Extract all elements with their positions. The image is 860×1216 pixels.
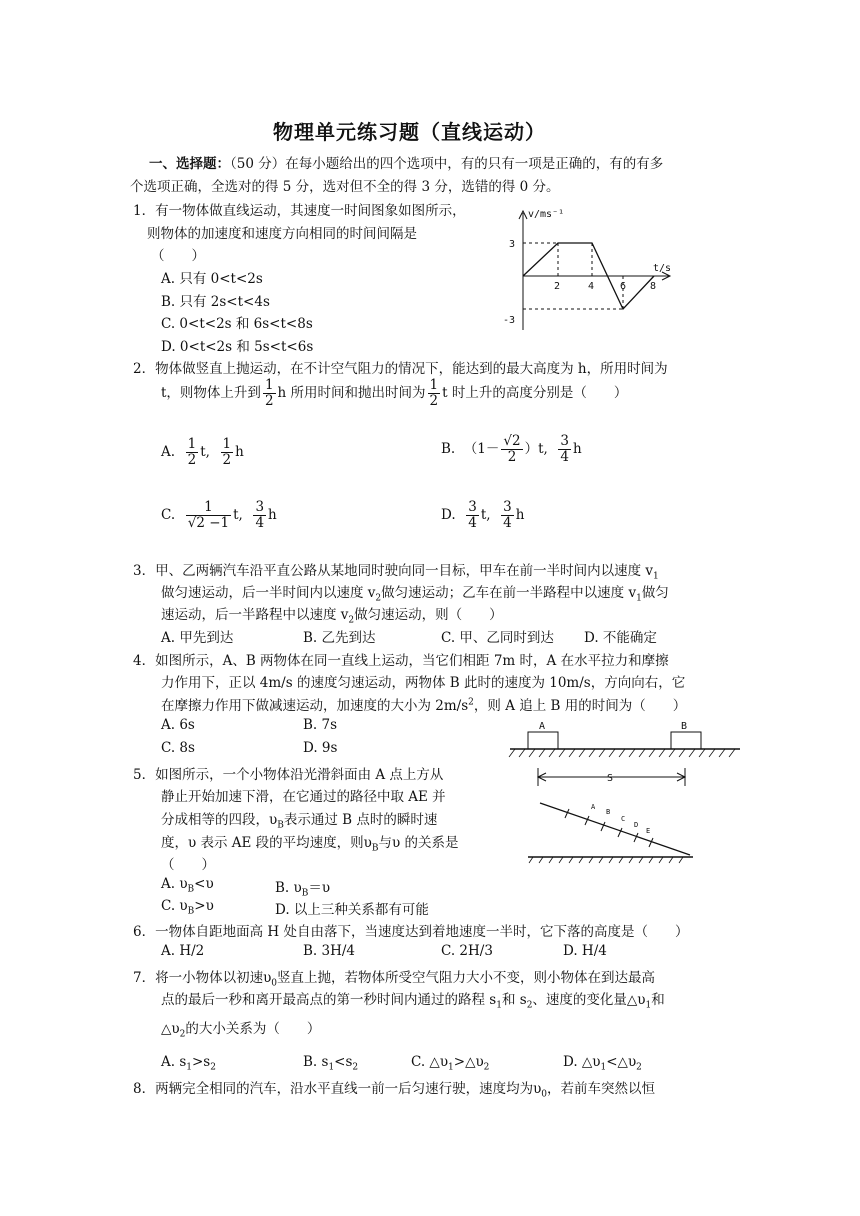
tick-y-3: 3 — [509, 239, 516, 250]
q3-option-c: C. 甲、乙同时到达 — [441, 630, 554, 646]
tick-x-6: 6 — [620, 281, 627, 292]
q7-line3: $\triangle\upsilon_2$的大小关系为（ ） — [161, 1021, 321, 1040]
label-a: A — [539, 721, 546, 732]
q6-option-c: C. 2H/3 — [441, 943, 493, 959]
page-title: 物理单元练习题（直线运动） — [273, 120, 546, 144]
q1-option-b: B. 只有 2s<t<4s — [161, 294, 270, 310]
q1-line1: 1．有一物体做直线运动，其速度一时间图象如图所示， — [133, 203, 466, 219]
q1-option-c: C. 0<t<2s 和 6s<t<8s — [161, 316, 313, 332]
q4-option-c: C. 8s — [161, 740, 195, 756]
q4-option-b: B. 7s — [303, 717, 338, 733]
label-e: E — [646, 827, 651, 835]
tick-y-neg3: -3 — [503, 315, 516, 326]
mark-c — [618, 828, 622, 837]
q7-option-b: B. $s_1<s_2$ — [303, 1054, 359, 1073]
q8-line1: 8．两辆完全相同的汽车，沿水平直线一前一后匀速行驶，速度均为$\upsilon_0$，若前车突然以恒 — [133, 1081, 656, 1100]
q5-line1: 5．如图所示，一个小物体沿光滑斜面由 A 点上方从 — [133, 767, 444, 783]
q3-option-d: D. 不能确定 — [584, 630, 657, 646]
q5-option-d: D. 以上三种关系都有可能 — [275, 902, 429, 918]
label-b: B — [681, 721, 688, 732]
q6-line1: 6．一物体自距地面高 H 处自由落下，当速度达到着地速度一半时，它下落的高度是（ ） — [133, 924, 689, 940]
q3-line3: 速运动，后一半路程中以速度 $v_2$做匀速运动，则（ ） — [161, 607, 503, 626]
two-block-figure — [505, 716, 745, 794]
fraction-half: $\frac{1}{2}$ — [429, 377, 439, 409]
q1-blank: （ ） — [151, 248, 205, 264]
q3-line1: 3．甲、乙两辆汽车沿平直公路从某地同时驶向同一目标，甲车在前一半时间内以速度 $v_1$ — [133, 563, 659, 582]
q4-line2: 力作用下，正以 4m/s 的速度匀速运动，两物体 B 此时的速度为 10m/s，方向向右，它 — [161, 675, 686, 691]
tick-x-4: 4 — [588, 281, 595, 292]
section-header — [149, 152, 663, 172]
label-d: D — [634, 821, 639, 829]
q3-option-b: B. 乙先到达 — [303, 630, 376, 646]
ground-hatch — [509, 749, 735, 757]
q5-line4: 度，υ 表示 AE 段的平均速度，则$\upsilon_B$与υ 的关系是 — [161, 835, 459, 854]
q7-line2: 点的最后一秒和离开最高点的第一秒时间内通过的路程 $s_1$和 $s_2$、速度的变化量$\triangle\upsilon_1$和 — [161, 992, 665, 1011]
graph-xlabel: t/s — [653, 263, 672, 274]
q4-line3: 在摩擦力作用下做减速运动，加速度的大小为 $2m/s^2$，则 A 追上 B 用的时间为（ ） — [161, 697, 687, 714]
label-b: B — [606, 808, 611, 816]
q5-line3: 分成相等的四段，$\upsilon_B$表示通过 B 点时的瞬时速 — [161, 812, 438, 831]
mark-top — [565, 809, 569, 818]
q3-line2: 做匀速运动，后一半时间内以速度 $v_2$做匀速运动；乙车在前一半路程中以速度 $v_1$做匀 — [161, 585, 669, 604]
section-text-1: （50 分）在每小题给出的四个选项中，有的只有一项是正确的，有的有多 — [230, 156, 664, 172]
block-b — [671, 732, 701, 749]
q1-line2: 则物体的加速度和速度方向相同的时间间隔是 — [147, 226, 417, 242]
q6-option-a: A. H/2 — [161, 943, 205, 959]
section-label: 一、选择题： — [149, 156, 230, 172]
q5-option-a: A. $\upsilon_B<\upsilon$ — [161, 876, 214, 895]
tick-x-2: 2 — [554, 281, 561, 292]
tick-x-8: 8 — [650, 281, 657, 292]
label-a: A — [591, 803, 596, 811]
graph-ylabel: v/ms⁻¹ — [528, 209, 565, 220]
mark-b — [601, 822, 605, 831]
fraction-half: $\frac{1}{2}$ — [264, 377, 274, 409]
q2-option-a: A. $\frac{1}{2}$ t, $\frac{1}{2}$ h — [161, 436, 244, 468]
q5-option-c: C. $\upsilon_B>\upsilon$ — [161, 898, 214, 917]
q1-option-a: A. 只有 0<t<2s — [161, 271, 263, 287]
base-hatch — [529, 857, 683, 863]
q1-option-d: D. 0<t<2s 和 5s<t<6s — [161, 339, 314, 355]
label-s: S — [607, 773, 614, 784]
q4-option-d: D. 9s — [303, 740, 338, 756]
q5-option-b: B. $\upsilon_B=\upsilon$ — [275, 880, 331, 899]
q5-line2: 静止开始加速下滑，在它通过的路径中取 AE 并 — [161, 789, 446, 805]
block-a — [528, 732, 558, 749]
mark-a — [585, 816, 589, 825]
q6-option-b: B. 3H/4 — [303, 943, 356, 959]
q7-option-d: D. $\triangle\upsilon_1<\triangle\upsilon_2$ — [563, 1054, 642, 1073]
section-text-2: 个选项正确，全选对的得 5 分，选对但不全的得 3 分，选错的得 0 分。 — [130, 179, 560, 195]
q2-option-b: B. （1－ $\frac{√2}{2}$ ）t, $\frac{3}{4}$ h — [441, 433, 582, 465]
label-c: C — [621, 815, 626, 823]
q6-option-d: D. H/4 — [563, 943, 607, 959]
q2-line2: t，则物体上升到 $\frac{1}{2}$ h 所用时间和抛出时间为 $\frac{1}{2}$ t 时上升的高度分别是（ ） — [161, 377, 628, 409]
q4-option-a: A. 6s — [161, 717, 195, 733]
incline-line — [540, 803, 690, 855]
q7-option-c: C. $\triangle\upsilon_1>\triangle\upsilon_2$ — [411, 1054, 490, 1073]
velocity-time-graph — [495, 205, 680, 335]
q3-option-a: A. 甲先到达 — [161, 630, 234, 646]
q7-option-a: A. $s_1>s_2$ — [161, 1054, 216, 1073]
q2-line1: 2．物体做竖直上抛运动，在不计空气阻力的情况下，能达到的最大高度为 h，所用时间为 — [133, 361, 668, 377]
mark-d — [634, 833, 638, 842]
incline-figure — [525, 795, 700, 865]
q5-blank: （ ） — [161, 857, 215, 873]
q4-line1: 4．如图所示，A、B 两物体在同一直线上运动，当它们相距 7m 时，A 在水平拉力和摩擦 — [133, 653, 669, 669]
q2-option-c: C. $\frac{1}{√2 -1}$ t, $\frac{3}{4}$ h — [161, 499, 277, 531]
q2-option-d: D. $\frac{3}{4}$ t, $\frac{3}{4}$ h — [441, 499, 525, 531]
q7-line1: 7．将一小物体以初速$\upsilon_0$竖直上抛，若物体所受空气阻力大小不变，则小物体在到达最高 — [133, 970, 656, 989]
